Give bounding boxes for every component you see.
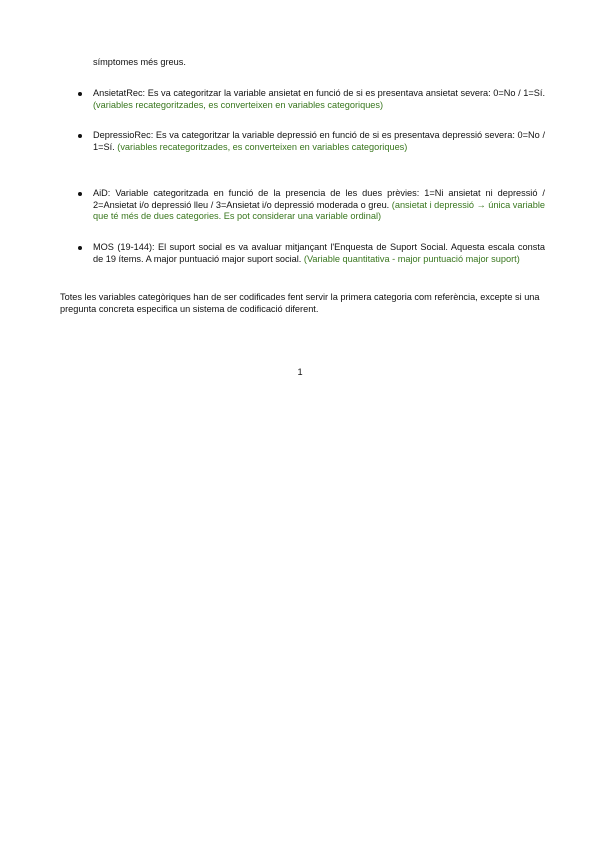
list-item-aid: [93, 188, 545, 223]
page-number: 1: [297, 367, 303, 377]
item-note: (Variable quantitativa - major puntuació major suport): [303, 253, 520, 264]
item-note: (variables recategoritzades, es converteixen en variables categoriques): [93, 99, 384, 110]
list-item-ansietatrec: [93, 88, 545, 111]
list-item-mos: [93, 242, 545, 265]
item-text: AiD: Variable categoritzada en funció de la presencia de les dues prèvies: 1=Ni ansietat ni depressió / 2=Ansietat i/o depressió lleu / 3=Ansietat i/o depressió moderada o greu.: [93, 188, 545, 210]
item-text: MOS (19-144): El suport social es va avaluar mitjançant l'Enquesta de Suport Social. Aquesta escala consta de 19 ítems. A major puntuació major suport social.: [93, 242, 545, 264]
continuation-line: símptomes més greus.: [93, 57, 186, 67]
bullet-icon: [78, 134, 82, 138]
list-item-depressiorec: [93, 130, 545, 153]
item-note: (variables recategoritzades, es converteixen en variables categoriques): [117, 141, 408, 152]
item-text: AnsietatRec: Es va categoritzar la variable ansietat en funció de si es presentava ansietat severa: 0=No / 1=Sí.: [93, 88, 545, 98]
bullet-icon: [78, 192, 82, 196]
bullet-icon: [78, 92, 82, 96]
bullet-icon: [78, 246, 82, 250]
item-note: (ansietat i depressió → única variable que té més de dues categories. Es pot considerar una variable ordinal): [93, 199, 545, 221]
closing-paragraph: Totes les variables categòriques han de ser codificades fent servir la primera categoria com referència, excepte si una pregunta concreta especifica un sistema de codificació diferent.: [60, 292, 540, 314]
item-text: DepressioRec: Es va categoritzar la variable depressió en funció de si es presentava depressió severa: 0=No / 1=Sí.: [93, 130, 545, 152]
